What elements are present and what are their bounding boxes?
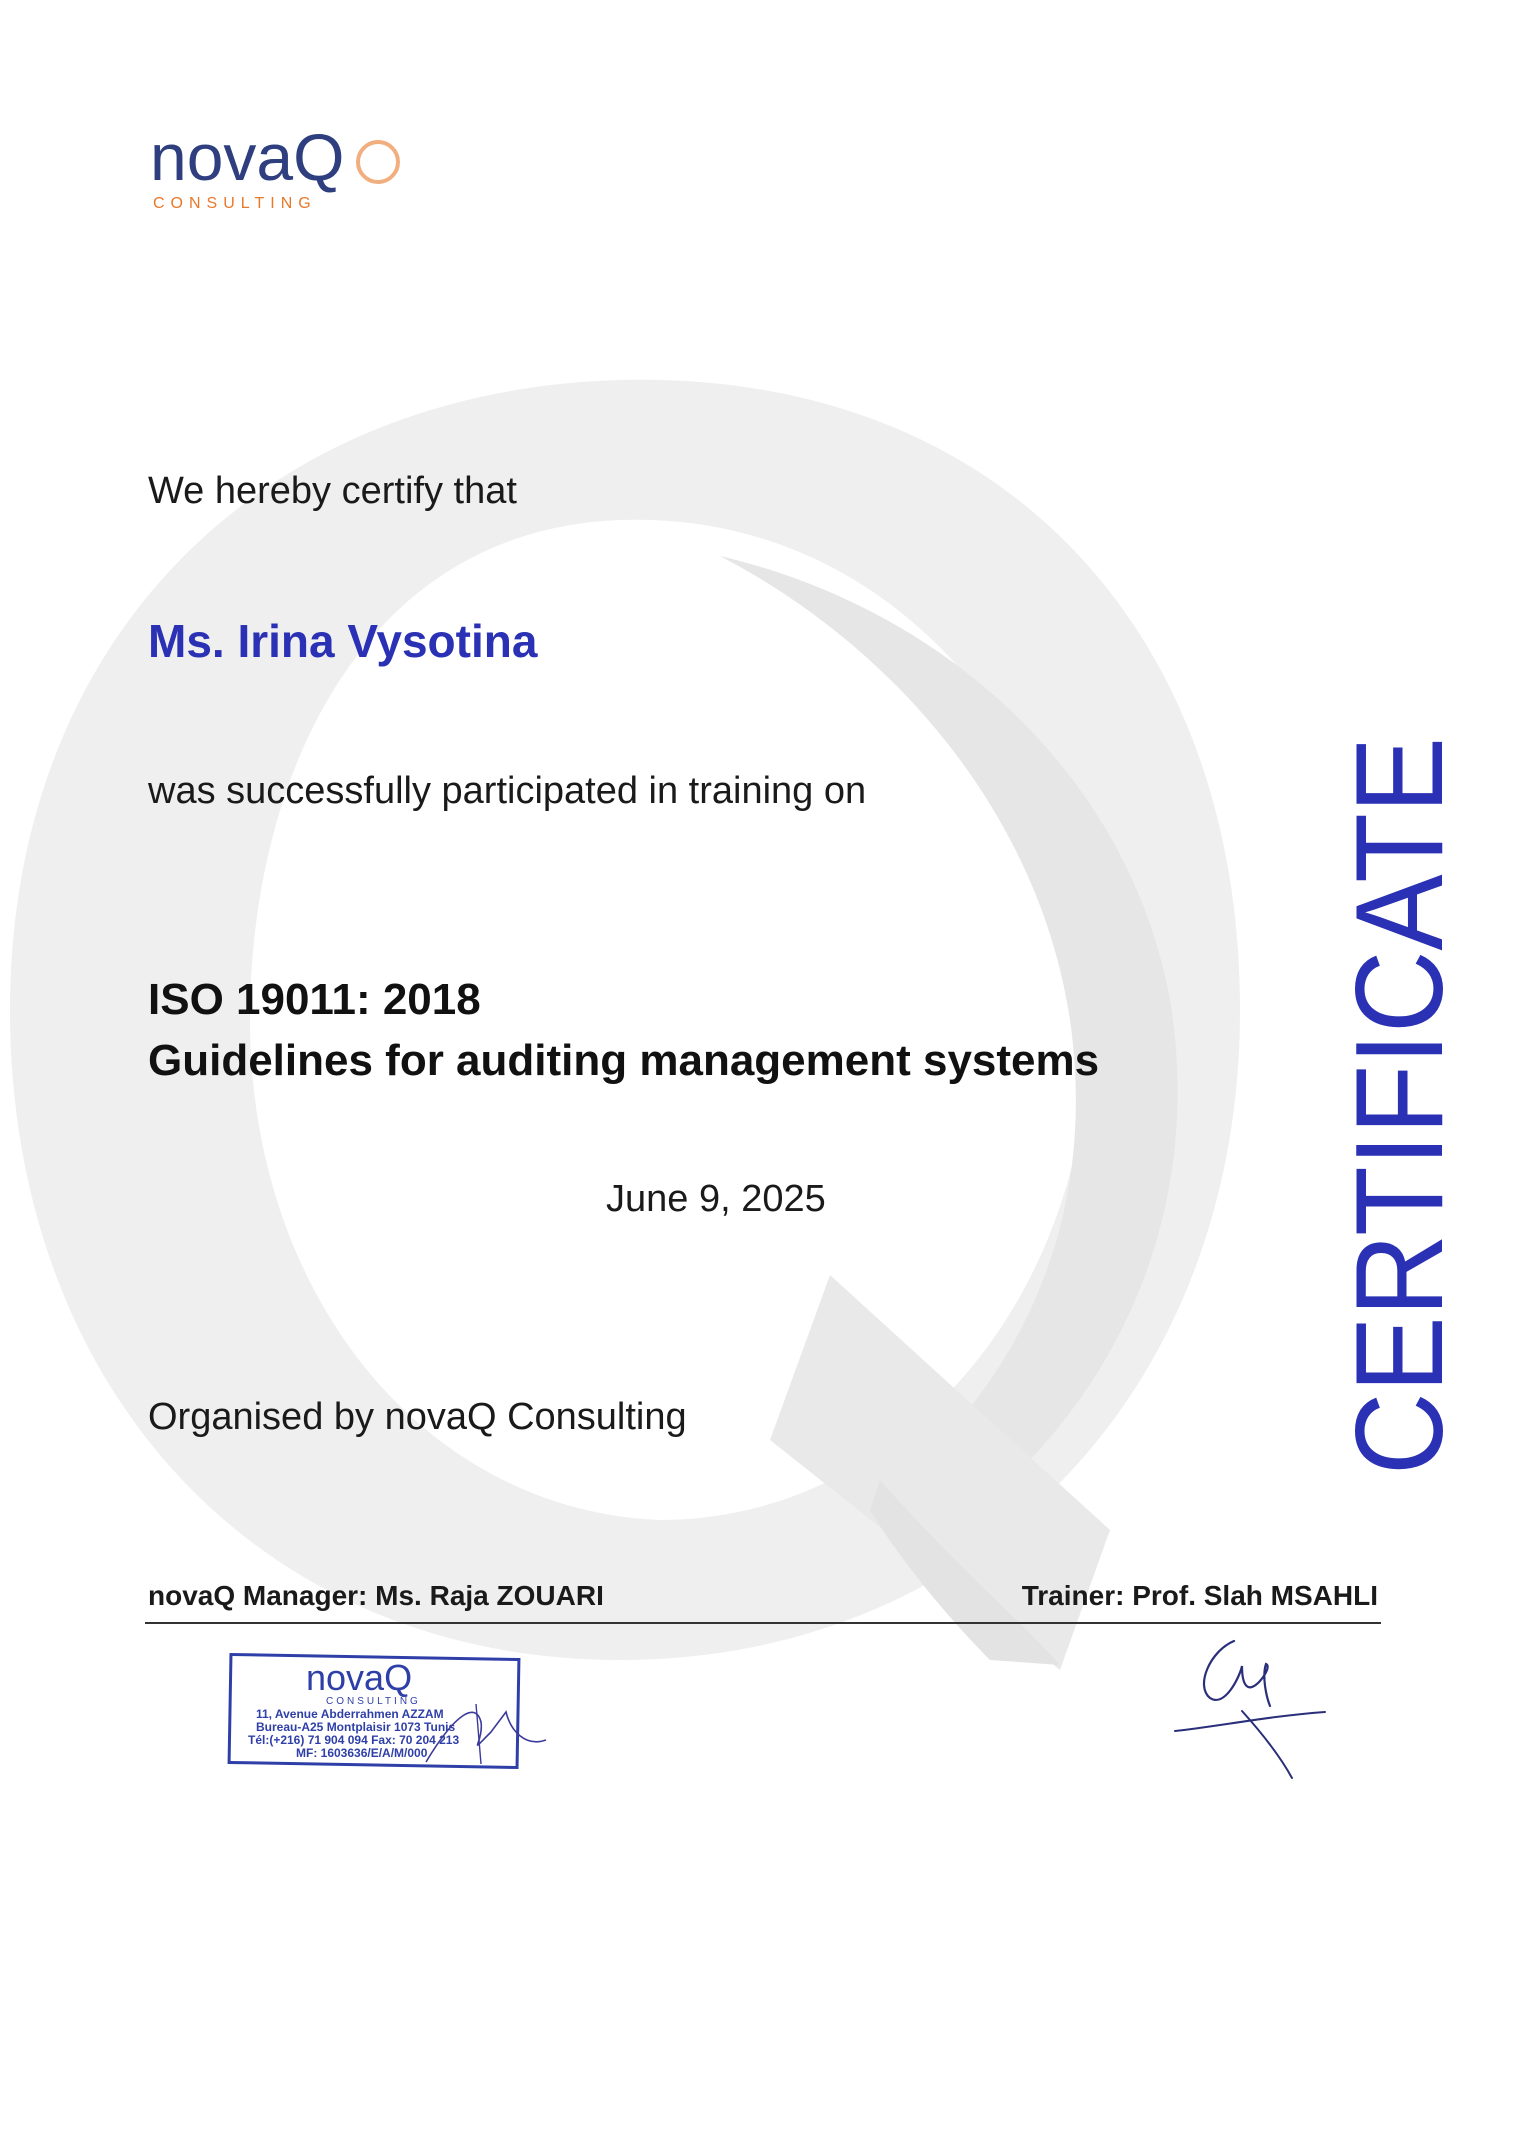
stamp-brand: novaQ bbox=[306, 1657, 413, 1698]
trainer-signature bbox=[1170, 1636, 1330, 1786]
organiser-text: Organised by novaQ Consulting bbox=[148, 1396, 687, 1438]
manager-label: novaQ Manager: Ms. Raja ZOUARI bbox=[148, 1580, 604, 1611]
stamp-mf: MF: 1603636/E/A/M/000 bbox=[296, 1746, 428, 1760]
certificate-side-title bbox=[1331, 673, 1469, 1475]
participation-text: was successfully participated in training on bbox=[148, 770, 867, 812]
certificate-side-title-text: CERTIFICATE bbox=[1331, 673, 1469, 1475]
recipient-name: Ms. Irina Vysotina bbox=[148, 615, 538, 667]
stamp-tagline: CONSULTING bbox=[326, 1696, 421, 1707]
logo-brand-text: novaQ bbox=[150, 120, 345, 194]
company-stamp bbox=[226, 1652, 556, 1777]
certificate-date: June 9, 2025 bbox=[606, 1178, 826, 1220]
novaq-logo bbox=[150, 118, 420, 218]
stamp-address-2: Bureau-A25 Montplaisir 1073 Tunis bbox=[256, 1720, 456, 1734]
course-code: ISO 19011: 2018 bbox=[148, 975, 481, 1024]
signature-rule bbox=[145, 1622, 1381, 1624]
course-title: Guidelines for auditing management systems bbox=[148, 1036, 1100, 1085]
trainer-label: Trainer: Prof. Slah MSAHLI bbox=[1021, 1580, 1378, 1611]
stamp-address-1: 11, Avenue Abderrahmen AZZAM bbox=[256, 1707, 444, 1721]
stamp-phone: Tél:(+216) 71 904 094 Fax: 70 204 213 bbox=[248, 1733, 460, 1747]
logo-tagline: CONSULTING bbox=[153, 195, 317, 212]
intro-text: We hereby certify that bbox=[148, 470, 517, 512]
